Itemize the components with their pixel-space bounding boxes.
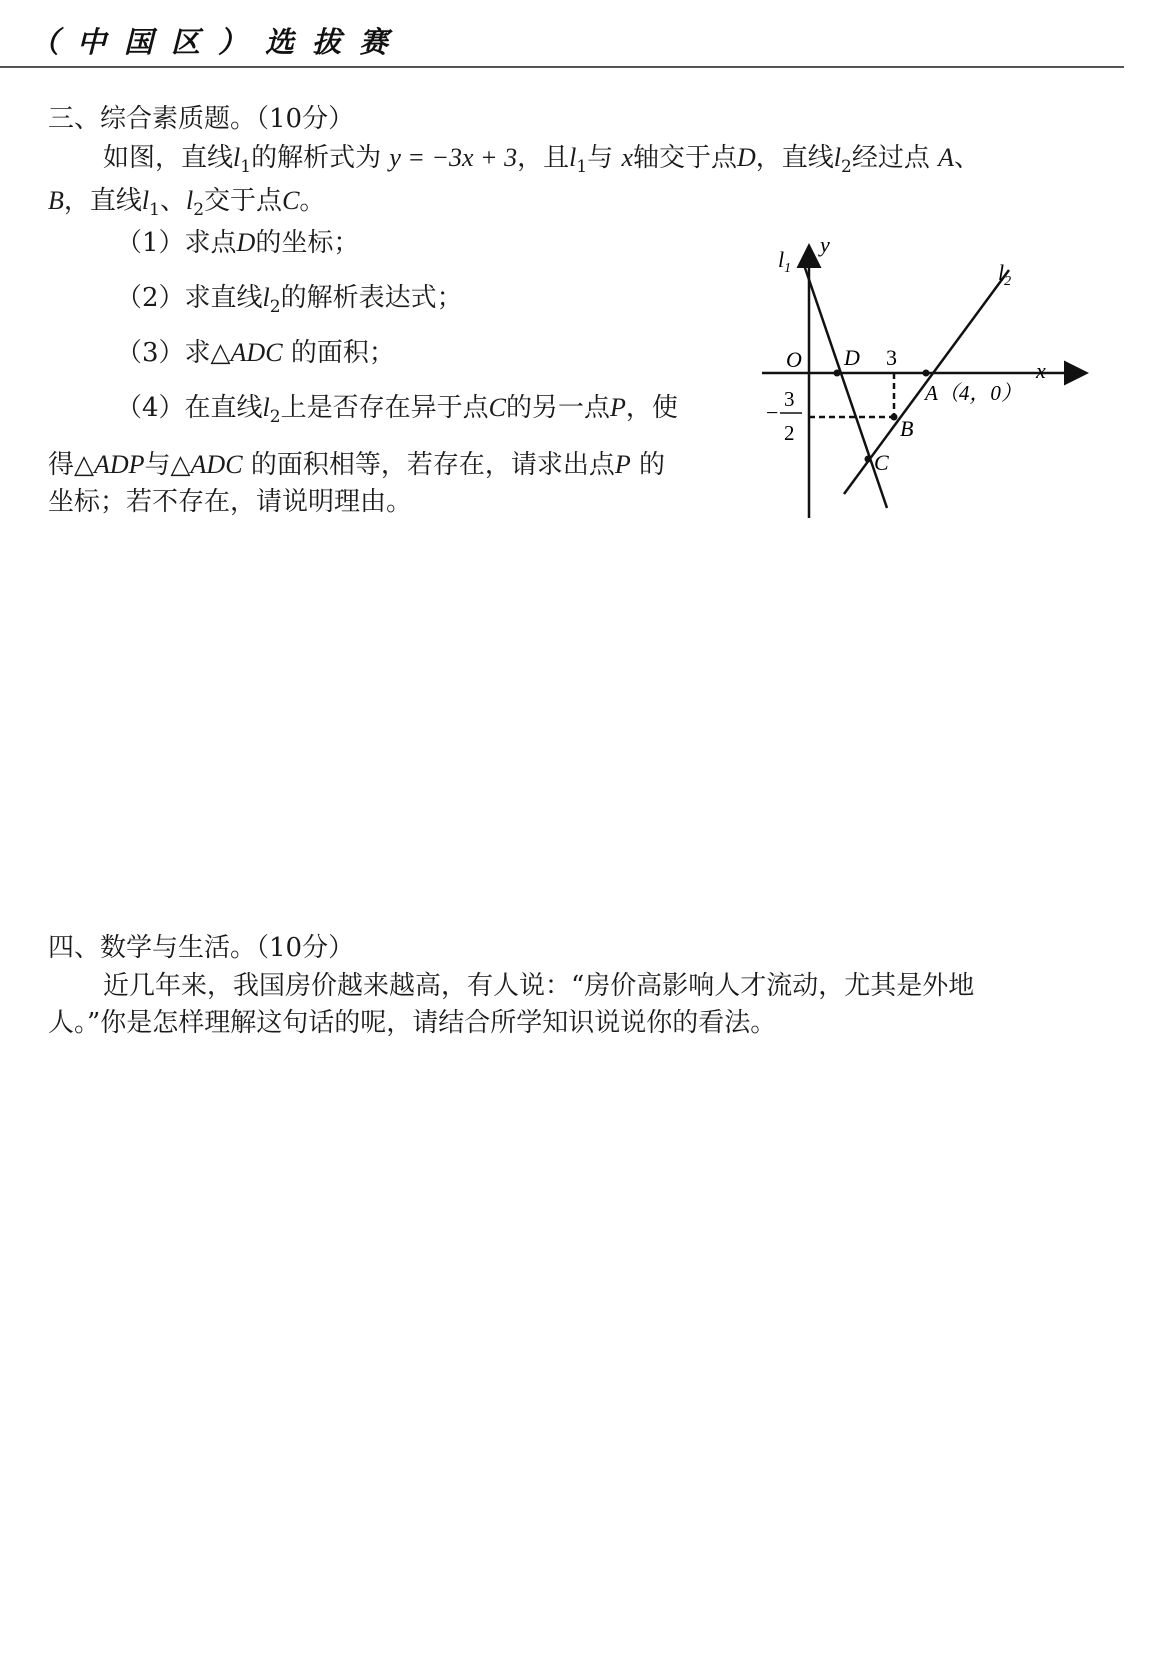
section4-line1: 近几年来，我国房价越来越高，有人说：“房价高影响人才流动，尤其是外地 (103, 971, 975, 1001)
section3-intro-line1: 如图，直线$l_1$的解析式为 y = −3x + 3，且$l_1$与 x轴交于点D，直线$l_2$经过点 A、 (103, 143, 981, 177)
question-4-line3: 坐标；若不存在，请说明理由。 (48, 487, 413, 517)
question-2: （2）求直线$l_2$的解析表达式； (116, 283, 463, 317)
question-4-line2: 得△ADP与△ADC 的面积相等，若存在，请求出点P 的 (48, 450, 665, 480)
frac-den: 2 (784, 421, 795, 445)
equation: y = −3x + 3 (389, 143, 518, 172)
section4-line2: 人。”你是怎样理解这句话的呢，请结合所学知识说说你的看法。 (48, 1008, 777, 1038)
point-A-dot (923, 370, 930, 377)
l2-label: $l_2$ (998, 260, 1012, 289)
point-C-dot (865, 456, 872, 463)
l1-label: $l_1$ (778, 247, 792, 276)
question-4-line1: （4）在直线$l_2$上是否存在异于点C的另一点P，使 (116, 393, 678, 427)
section3-intro-line2: B，直线$l_1$、$l_2$交于点C。 (48, 186, 326, 220)
D-label: D (844, 345, 860, 370)
minus-sign: − (766, 400, 779, 425)
question-1: （1）求点D的坐标； (116, 228, 360, 258)
point-B-dot (891, 414, 898, 421)
section3-title: 三、综合素质题。（10分） (48, 104, 355, 134)
question-3: （3）求△ADC 的面积； (116, 338, 395, 368)
x-axis-label: x (1036, 358, 1046, 383)
header-title: （中国区）选拔赛 (30, 25, 407, 59)
tick-3-label: 3 (886, 345, 897, 370)
frac-num: 3 (784, 387, 795, 411)
B-label: B (900, 416, 914, 441)
point-D-dot (834, 370, 841, 377)
A-label: A（4，0） (925, 381, 1022, 405)
C-label: C (874, 450, 889, 475)
y-axis-label: y (820, 232, 830, 257)
header-divider (0, 66, 1124, 68)
origin-label: O (786, 347, 802, 372)
section4-title: 四、数学与生活。（10分） (48, 933, 355, 963)
coordinate-figure (766, 232, 1132, 550)
